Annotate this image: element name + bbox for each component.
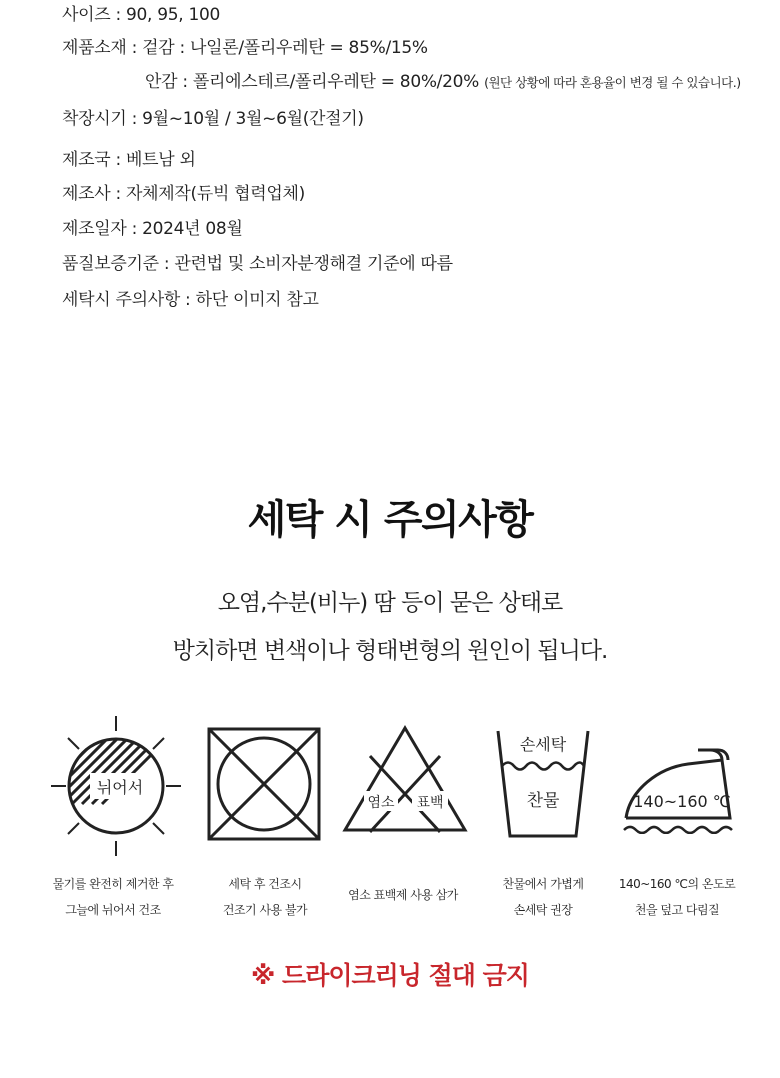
spec-material-lining: [145, 67, 741, 92]
laundry-intro-line2: 방치하면 변색이나 형태변형의 원인이 됩니다.: [172, 638, 608, 664]
caption-dry-shade: [28, 871, 198, 923]
no-tumble-dry-icon: [204, 724, 324, 844]
spec-date: 제조일자 : 2024년 08월: [62, 219, 243, 239]
hand-wash-label-top: 손세탁: [519, 735, 567, 754]
caption-hand-wash-line2: 손세탁 권장: [513, 903, 573, 917]
spec-size: 사이즈 : 90, 95, 100: [62, 5, 221, 25]
spec-material-lining-text: 안감 : 폴리에스테르/폴리우레탄 = 80%/20%: [145, 72, 479, 92]
caption-dry-shade-line2: 그늘에 뉘어서 건조: [65, 903, 161, 917]
caption-iron-line1: 140~160 ℃의 온도로: [618, 877, 736, 891]
dry-clean-warning: ※ 드라이크리닝 절대 금지: [251, 961, 529, 990]
caption-iron-line2: 천을 덮고 다림질: [634, 903, 720, 917]
spec-manufacturer: 제조사 : 자체제작(듀빅 협력업체): [62, 184, 305, 204]
spec-material-outer: 제품소재 : 겉감 : 나일론/폴리우레탄 = 85%/15%: [62, 38, 428, 58]
laundry-title: 세탁 시 주의사항: [247, 497, 533, 543]
caption-no-tumble-dry-line1: 세탁 후 건조시: [228, 877, 302, 891]
caption-iron: [592, 871, 762, 923]
spec-material-note: (원단 상황에 따라 혼용율이 변경 될 수 있습니다.): [484, 75, 741, 90]
bleach-label-left: 염소: [367, 795, 395, 811]
no-bleach-icon: [340, 724, 470, 836]
caption-dry-shade-line1: 물기를 완전히 제거한 후: [52, 877, 174, 891]
caption-hand-wash-line1: 찬물에서 가볍게: [502, 877, 584, 891]
iron-with-cloth-icon: [618, 730, 736, 834]
caption-no-tumble-dry-line2: 건조기 사용 불가: [222, 903, 308, 917]
sun-dry-shade-icon: [46, 716, 186, 856]
spec-quality: 품질보증기준 : 관련법 및 소비자분쟁해결 기준에 따름: [62, 254, 453, 274]
iron-temp-label: 140~160 ℃: [633, 792, 731, 811]
spec-season: 착장시기 : 9월~10월 / 3월~6월(간절기): [62, 109, 364, 129]
hand-wash-icon: [488, 728, 598, 840]
laundry-intro-line1: 오염,수분(비누) 땀 등이 묻은 상태로: [217, 590, 563, 616]
caption-no-bleach-line1: 염소 표백제 사용 삼가: [348, 888, 458, 902]
spec-care: 세탁시 주의사항 : 하단 이미지 참고: [62, 290, 319, 310]
bleach-label-right: 표백: [416, 795, 444, 811]
spec-country: 제조국 : 베트남 외: [62, 150, 196, 170]
hand-wash-label-bottom: 찬물: [526, 791, 560, 811]
sun-dry-label: 뉘어서: [96, 778, 144, 797]
